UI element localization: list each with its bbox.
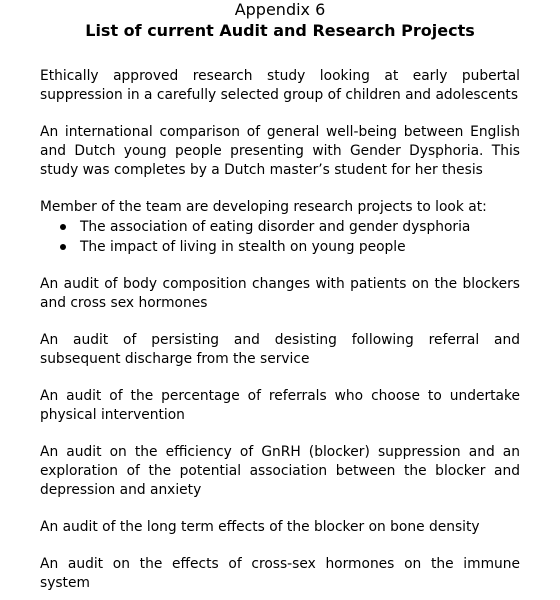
- bullet-icon: [60, 224, 66, 230]
- audit-paragraph: An audit on the efficiency of GnRH (blocker) suppression and an exploration of the potential association between the blocker and depression and anxiety: [40, 444, 520, 498]
- list-item-text: The association of eating disorder and gender dysphoria: [80, 219, 471, 235]
- list-item: [60, 237, 520, 257]
- audit-paragraph: An audit of body composition changes with patients on the blockers and cross sex hormones: [40, 276, 520, 311]
- audit-paragraph: An audit on the effects of cross-sex hormones on the immune system: [40, 556, 520, 591]
- page-title: List of current Audit and Research Projects: [85, 21, 475, 40]
- list-item-text: The impact of living in stealth on young people: [80, 239, 406, 255]
- audit-paragraph: An audit of the percentage of referrals who choose to undertake physical intervention: [40, 388, 520, 423]
- list-item: [60, 217, 520, 237]
- team-projects-intro: Member of the team are developing research projects to look at:: [40, 199, 487, 215]
- appendix-label: Appendix 6: [234, 0, 326, 19]
- research-paragraph: Ethically approved research study looking at early pubertal suppression in a carefully selected group of children and adolescents: [40, 68, 520, 103]
- audit-paragraph: An audit of the long term effects of the blocker on bone density: [40, 519, 480, 535]
- research-paragraph: An international comparison of general well-being between English and Dutch young people presenting with Gender Dysphoria. This study was completes by a Dutch master’s student for her thesis: [40, 124, 520, 178]
- bullet-icon: [60, 244, 66, 250]
- audit-paragraph: An audit of persisting and desisting following referral and subsequent discharge from the service: [40, 332, 520, 367]
- team-projects-list: [40, 217, 520, 257]
